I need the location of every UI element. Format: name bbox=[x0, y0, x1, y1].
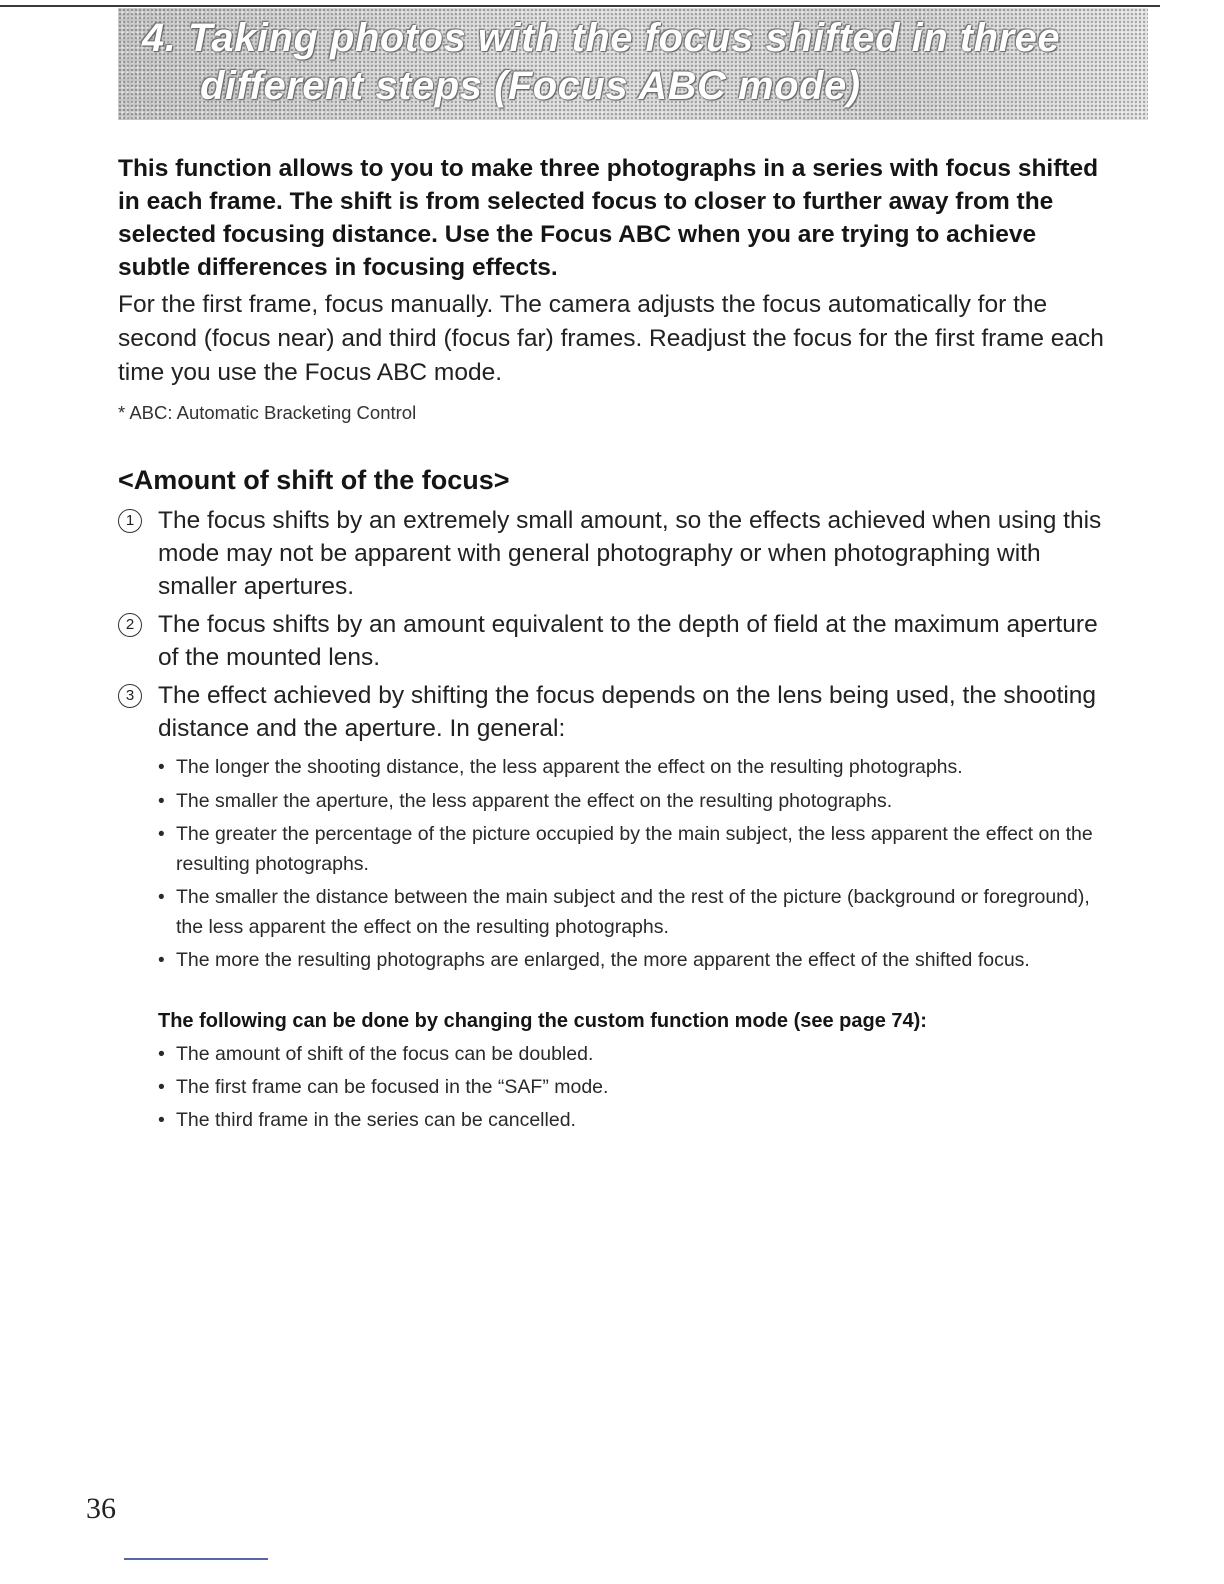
shift-item bbox=[118, 504, 1108, 603]
list-item: • The greater the percentage of the picture occupied by the main subject, the less apparent the effect on the resulting photographs. bbox=[118, 820, 1108, 879]
shift-item-text: The focus shifts by an amount equivalent to the depth of field at the maximum aperture of the mounted lens. bbox=[158, 611, 1098, 671]
shift-heading: <Amount of shift of the focus> bbox=[118, 465, 510, 495]
intro-summary: This function allows to you to make three photographs in a series with focus shifted in each frame. The shift is from selected focus to closer to further away from the selected focusing distance. Use the Focus ABC when you are trying to achieve subtle differences in focusing effects. bbox=[118, 155, 1099, 281]
shift-item bbox=[118, 679, 1108, 745]
section-title-line-1: 4. Taking photos with the focus shifted in three bbox=[142, 16, 1061, 60]
list-item: • The smaller the distance between the main subject and the rest of the picture (background or foreground), the less apparent the effect on the resulting photographs. bbox=[118, 883, 1108, 942]
circled-number-icon: 1 bbox=[118, 509, 142, 533]
section-banner bbox=[118, 8, 1148, 120]
shift-list bbox=[118, 504, 1108, 745]
list-item: • The more the resulting photographs are enlarged, the more apparent the effect of the shifted focus. bbox=[118, 946, 1108, 976]
custom-function-list bbox=[118, 1038, 1108, 1137]
list-item: • The smaller the aperture, the less apparent the effect on the resulting photographs. bbox=[118, 787, 1108, 817]
section-title-line-2: different steps (Focus ABC mode) bbox=[200, 64, 861, 108]
page-content bbox=[118, 152, 1108, 1137]
shift-item bbox=[118, 608, 1108, 674]
page-number: 36 bbox=[86, 1492, 116, 1525]
list-item: • The longer the shooting distance, the less apparent the effect on the resulting photographs. bbox=[118, 753, 1108, 783]
intro-body: For the first frame, focus manually. The camera adjusts the focus automatically for the second (focus near) and third (focus far) frames. Readjust the focus for the first frame each time you use the Focus ABC mode. bbox=[118, 291, 1104, 386]
top-rule bbox=[0, 5, 1160, 7]
abc-footnote: * ABC: Automatic Bracketing Control bbox=[118, 402, 417, 423]
list-item: • The amount of shift of the focus can be doubled. bbox=[118, 1038, 1108, 1071]
general-effects-list bbox=[118, 753, 1108, 976]
section-title bbox=[142, 14, 1102, 110]
list-item: • The first frame can be focused in the “SAF” mode. bbox=[118, 1071, 1108, 1104]
shift-item-text: The focus shifts by an extremely small amount, so the effects achieved when using this mode may not be apparent with general photography or when photographing with smaller apertures. bbox=[158, 507, 1102, 600]
circled-number-icon: 2 bbox=[118, 613, 142, 637]
shift-item-text: The effect achieved by shifting the focus depends on the lens being used, the shooting distance and the aperture. In general: bbox=[158, 682, 1097, 742]
circled-number-icon: 3 bbox=[118, 684, 142, 708]
list-item: • The third frame in the series can be cancelled. bbox=[118, 1104, 1108, 1137]
custom-function-heading: The following can be done by changing the custom function mode (see page 74): bbox=[158, 1009, 927, 1032]
bottom-rule bbox=[124, 1558, 268, 1560]
